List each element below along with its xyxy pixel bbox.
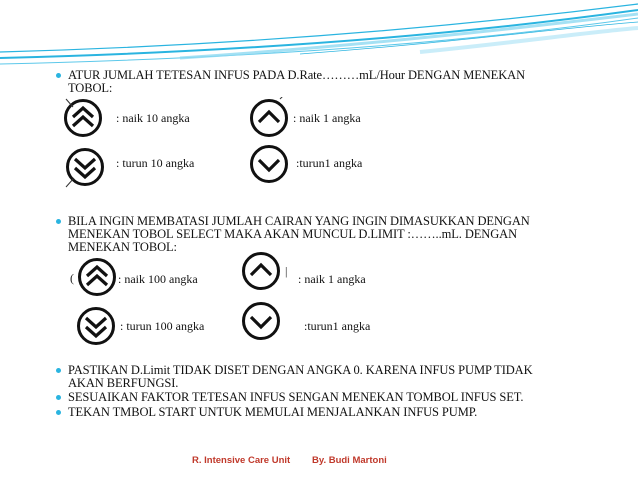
limit-up1-label: : naik 1 angka (298, 272, 366, 286)
bullet-2-line-1: BILA INGIN MEMBATASI JUMLAH CAIRAN YANG INGIN DIMASUKKAN DENGAN (68, 214, 530, 228)
bullet-1-line-2: TOBOL: (68, 81, 113, 95)
chevron-down-icon (248, 143, 290, 185)
double-chevron-down-icon (64, 146, 106, 188)
rate-down10-label: : turun 10 angka (116, 156, 195, 170)
bullet-4-line-1: SESUAIKAN FAKTOR TETESAN INFUS SENGAN MENEKAN TOMBOL INFUS SET. (68, 390, 524, 404)
rate-down1-label: :turun1 angka (296, 156, 363, 170)
chevron-up-icon (248, 97, 290, 139)
bullet-marker (56, 73, 61, 78)
footer-author: By. Budi Martoni (312, 455, 387, 466)
rate-up1-label: : naik 1 angka (293, 111, 361, 125)
bracket-mark: ( (70, 271, 74, 285)
chevron-up-icon (240, 250, 282, 292)
bracket-mark: | (285, 264, 288, 278)
bullet-marker (56, 368, 61, 373)
bullet-marker (56, 219, 61, 224)
bullet-1-line-1: ATUR JUMLAH TETESAN INFUS PADA D.Rate………mL/Hour DENGAN MENEKAN (68, 68, 525, 82)
limit-up100-label: : naik 100 angka (118, 272, 198, 286)
bullet-marker (56, 410, 61, 415)
bullet-3-line-1: PASTIKAN D.Limit TIDAK DISET DENGAN ANGKA 0. KARENA INFUS PUMP TIDAK (68, 363, 533, 377)
bullet-3-line-2: AKAN BERFUNGSI. (68, 376, 179, 390)
limit-down100-label: : turun 100 angka (120, 319, 205, 333)
bullet-2-line-3: MENEKAN TOBOL: (68, 240, 177, 254)
footer-unit: R. Intensive Care Unit (192, 455, 291, 466)
bullet-marker (56, 395, 61, 400)
double-chevron-up-icon (62, 97, 104, 139)
double-chevron-down-icon (75, 305, 117, 347)
rate-up10-label: : naik 10 angka (116, 111, 190, 125)
double-chevron-up-icon (76, 256, 118, 298)
bullet-2-line-2: MENEKAN TOBOL SELECT MAKA AKAN MUNCUL D.LIMIT :……..mL. DENGAN (68, 227, 517, 241)
limit-down1-label: :turun1 angka (304, 319, 371, 333)
bullet-5-line-1: TEKAN TMBOL START UNTUK MEMULAI MENJALANKAN INFUS PUMP. (68, 405, 478, 419)
chevron-down-icon (240, 300, 282, 342)
